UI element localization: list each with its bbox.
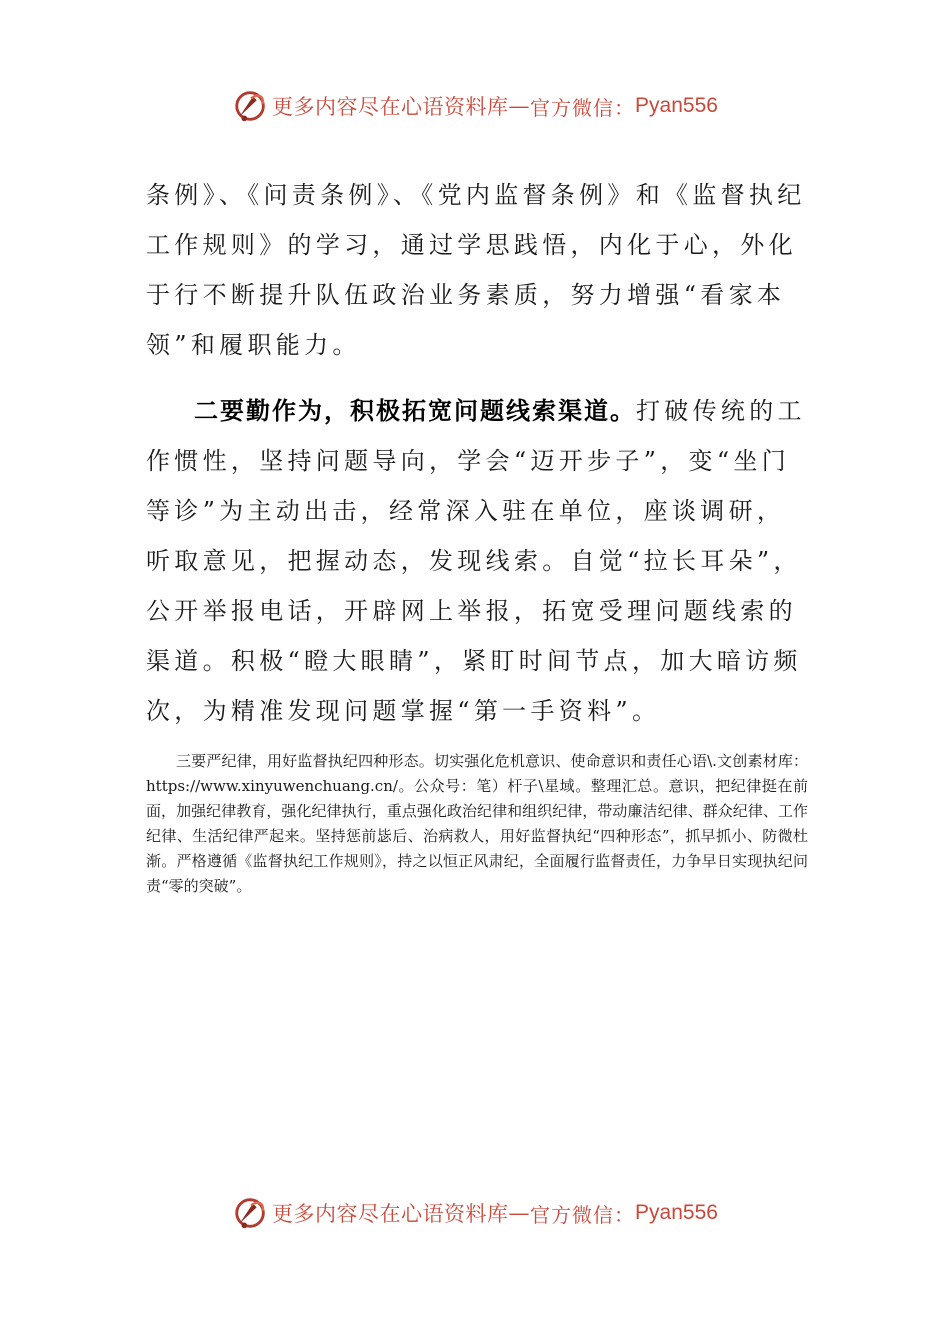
- banner-title: 更多内容尽在心语资料库: [272, 1202, 509, 1226]
- banner-title: 更多内容尽在心语资料库: [272, 95, 509, 119]
- banner-wechat-label: 官方微信：: [530, 1202, 636, 1227]
- paragraph-2-body: 打破传统的工作惯性，坚持问题导向，学会“迈开步子”，变“坐门等诊”为主动出击，经常深入驻在单位，座谈调研，听取意见，把握动态，发现线索。自觉“拉长耳朵”，公开举报电话，开辟网上举报，拓宽受理问题线索的渠道。积极“瞪大眼睛”，紧盯时间节点，加大暗访频次，为精准发现问题掌握“第一手资料”。: [146, 397, 806, 725]
- banner-wechat-label: 官方微信：: [530, 95, 636, 120]
- brand-logo-icon: [232, 1194, 270, 1232]
- banner-wechat-id: Pyan556: [635, 1201, 718, 1224]
- paragraph-1: 条例》、《问责条例》、《党内监督条例》和《监督执纪工作规则》的学习，通过学思践悟，内化于心，外化于行不断提升队伍政治业务素质，努力增强“看家本领”和履职能力。: [146, 181, 806, 359]
- paragraph-2: [146, 386, 806, 736]
- paragraph-2-lead: 二要勤作为，积极拓宽问题线索渠道。: [194, 397, 636, 425]
- banner-dash: —: [508, 1201, 531, 1225]
- paragraph-3: 三要严纪律，用好监督执纪四种形态。切实强化危机意识、使命意识和责任心语\.文创素材库：https://www.xinyuwenchuang.cn/。公众号：笔）杆子\星域。整理汇总。意识，把纪律挺在前面，加强纪律教育，强化纪律执行，重点强化政治纪律和组织纪律，带动廉洁纪律、群众纪律、工作纪律、生活纪律严起来。坚持惩前毖后、治病救人，用好监督执纪“四种形态”，抓早抓小、防微杜渐。严格遵循《监督执纪工作规则》，持之以恒正风肃纪，全面履行监督责任，力争早日实现执纪问责“零的突破”。: [146, 752, 808, 895]
- header-banner: [0, 86, 950, 126]
- brand-logo-icon: [232, 87, 270, 125]
- banner-dash: —: [508, 94, 531, 118]
- footer-banner: [0, 1193, 950, 1233]
- banner-wechat-id: Pyan556: [635, 94, 718, 117]
